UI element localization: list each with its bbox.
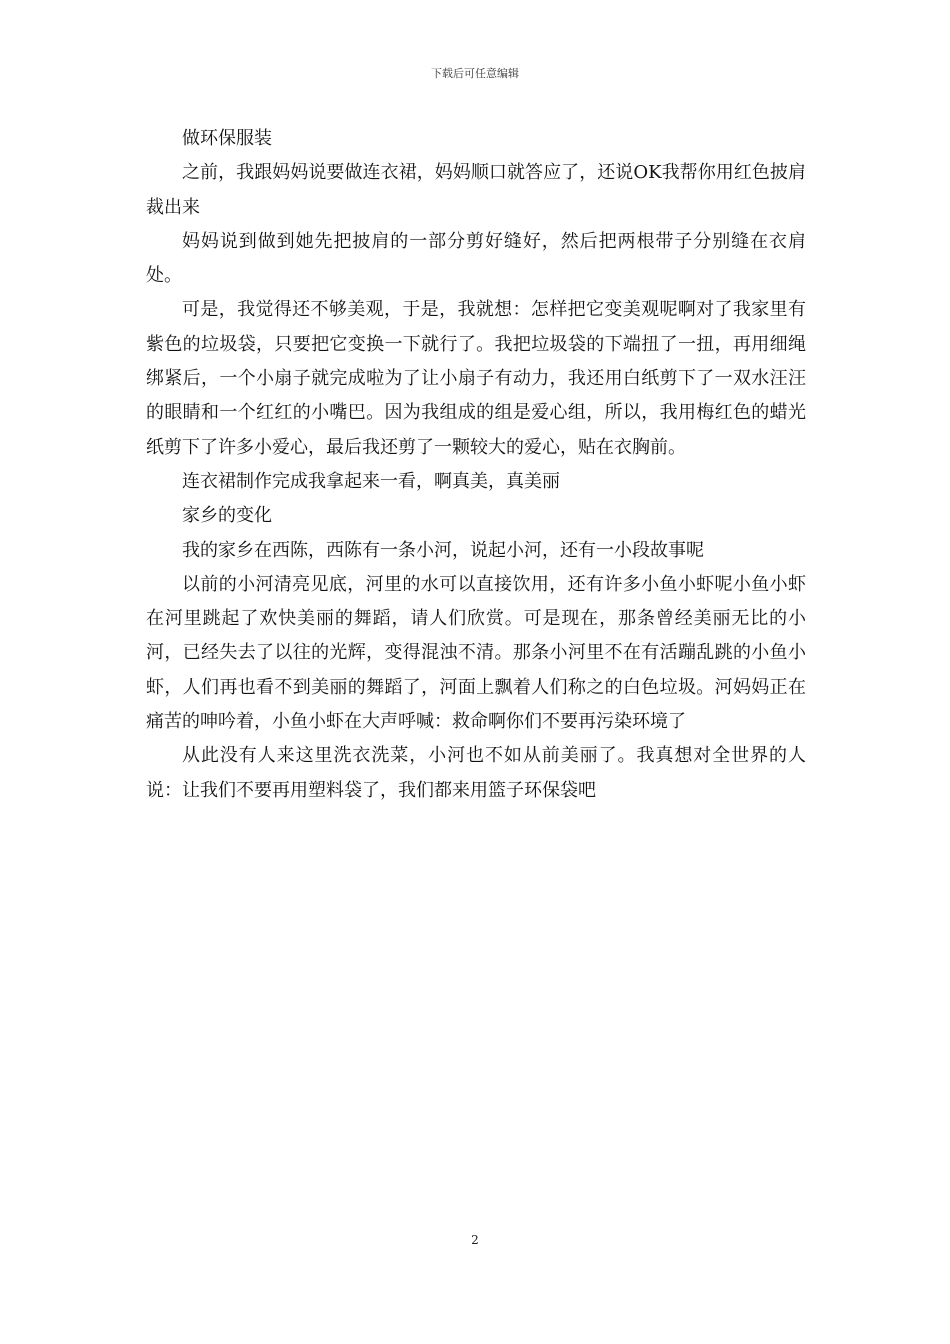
body-paragraph: 可是，我觉得还不够美观，于是，我就想：怎样把它变美观呢啊对了我家里有紫色的垃圾袋，只要把它变换一下就行了。我把垃圾袋的下端扭了一扭，再用细绳绑紧后，一个小扇子就完成啦为了让小扇子有动力，我还用白纸剪下了一双水汪汪的眼睛和一个红红的小嘴巴。因为我组成的组是爱心组，所以，我用梅红色的蜡光纸剪下了许多小爱心，最后我还剪了一颗较大的爱心，贴在衣胸前。 xyxy=(146,299,806,458)
body-paragraph: 以前的小河清亮见底，河里的水可以直接饮用，还有许多小鱼小虾呢小鱼小虾在河里跳起了欢快美丽的舞蹈，请人们欣赏。可是现在，那条曾经美丽无比的小河，已经失去了以往的光辉，变得混浊不清。那条小河里不在有活蹦乱跳的小鱼小虾，人们再也看不到美丽的舞蹈了，河面上飘着人们称之的白色垃圾。河妈妈正在痛苦的呻吟着，小鱼小虾在大声呼喊：救命啊你们不要再污染环境了 xyxy=(146,573,806,733)
body-paragraph: 之前，我跟妈妈说要做连衣裙，妈妈顺口就答应了，还说OK我帮你用红色披肩裁出来 xyxy=(146,162,806,218)
section-title-eco-clothing: 做环保服装 xyxy=(182,128,272,149)
body-paragraph: 我的家乡在西陈，西陈有一条小河，说起小河，还有一小段故事呢 xyxy=(182,539,704,561)
body-paragraph: 妈妈说到做到她先把披肩的一部分剪好缝好，然后把两根带子分别缝在衣肩处。 xyxy=(146,230,806,287)
section-title-hometown-changes: 家乡的变化 xyxy=(182,505,272,527)
document-body xyxy=(146,122,806,808)
page-header: 下载后可任意编辑 xyxy=(431,67,519,80)
body-paragraph: 连衣裙制作完成我拿起来一看，啊真美，真美丽 xyxy=(182,470,560,492)
page-number: 2 xyxy=(471,1233,479,1247)
body-paragraph: 从此没有人来这里洗衣洗菜，小河也不如从前美丽了。我真想对全世界的人说：让我们不要再用塑料袋了，我们都来用篮子环保袋吧 xyxy=(146,745,806,801)
